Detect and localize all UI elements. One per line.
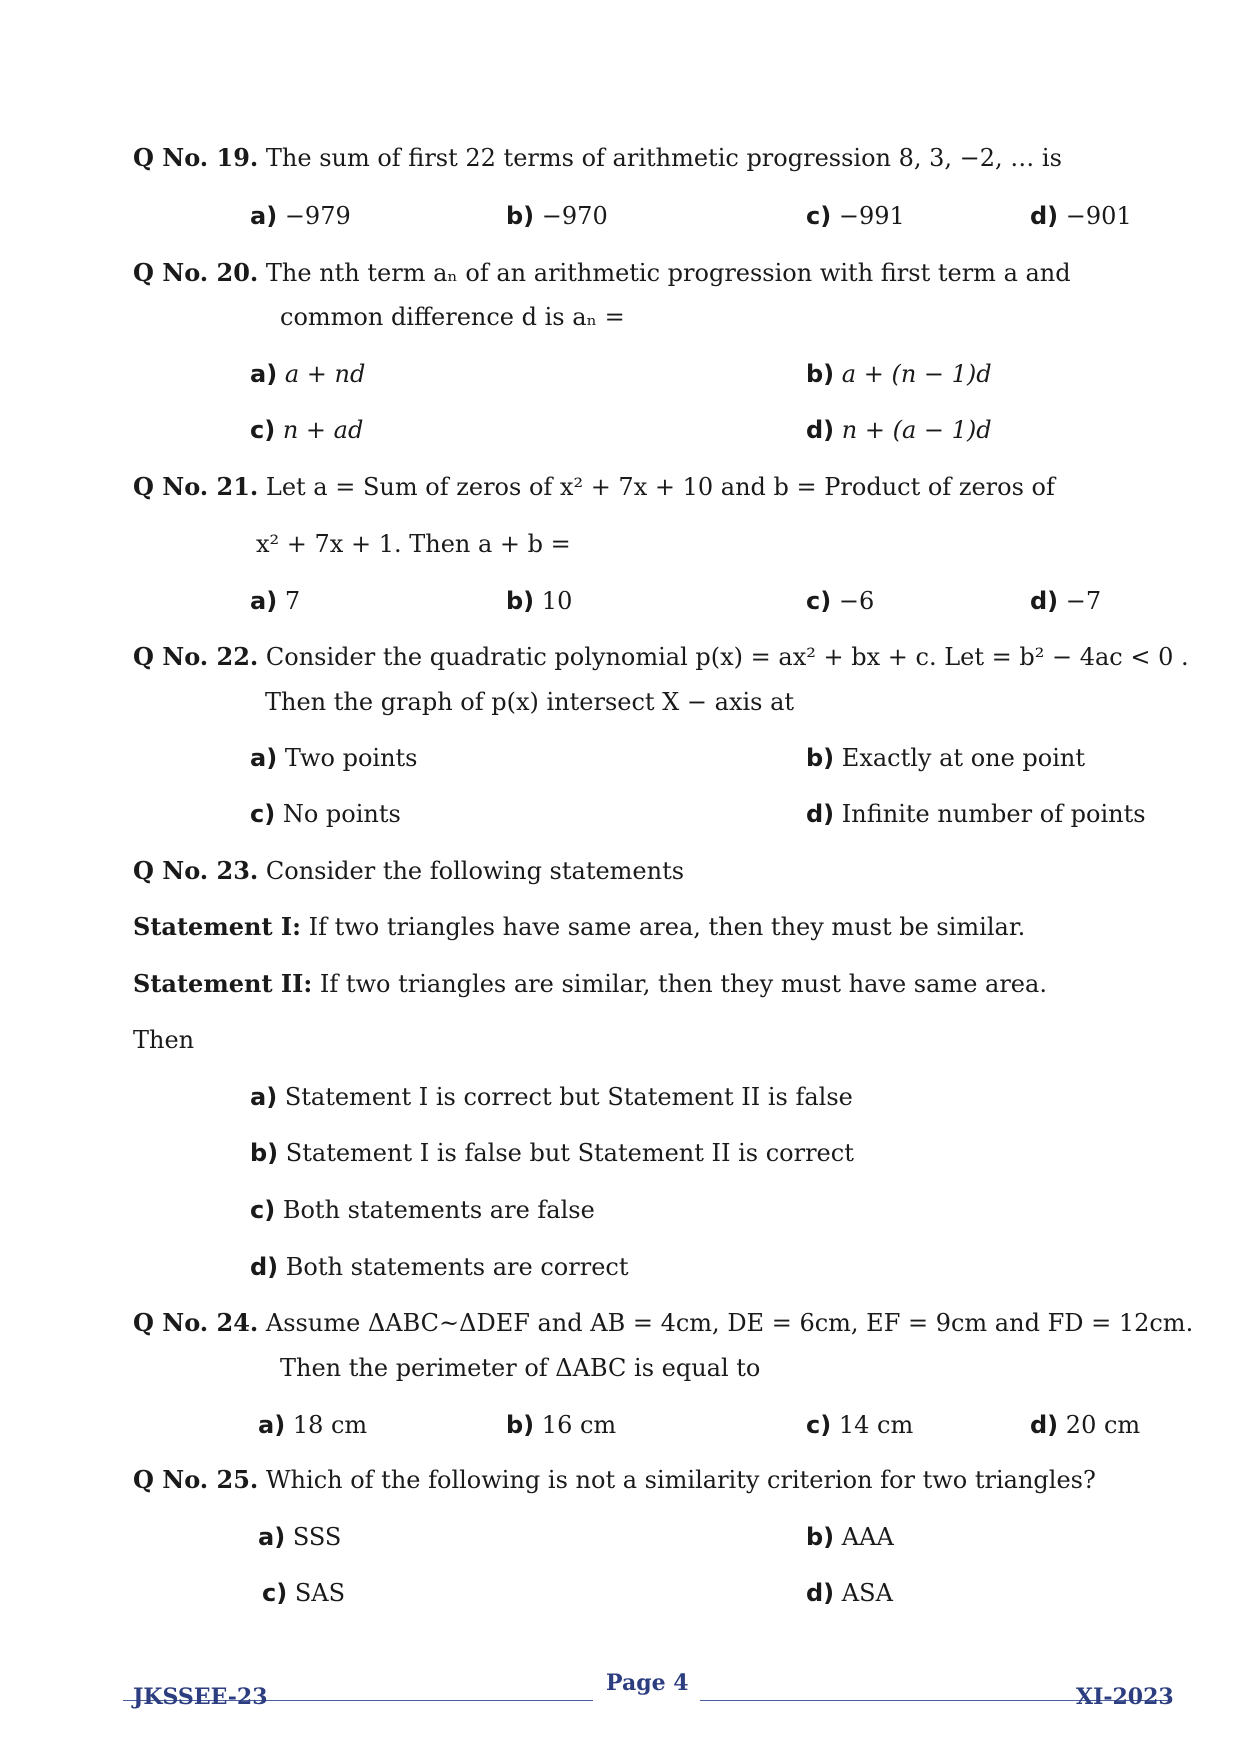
option-d: d) 20 cm xyxy=(1030,1411,1141,1439)
option-b: b) a + (n − 1)d xyxy=(806,360,992,388)
option-b: b) Statement I is false but Statement II is correct xyxy=(250,1139,854,1167)
option-c: c) −991 xyxy=(806,202,905,230)
question-number: Q No. 25. xyxy=(133,1465,259,1494)
question-24 xyxy=(133,1308,1194,1337)
question-22 xyxy=(133,642,1189,671)
option-c: c) Both statements are false xyxy=(250,1196,595,1224)
question-25 xyxy=(133,1465,1096,1494)
statement-1 xyxy=(133,912,1026,941)
option-b: b) 10 xyxy=(506,587,573,615)
question-text: Consider the following statements xyxy=(265,857,685,885)
statement-text: If two triangles have same area, then they must be similar. xyxy=(308,913,1026,941)
question-text: Let a = Sum of zeros of x² + 7x + 10 and b = Product of zeros of xyxy=(265,473,1055,501)
question-20 xyxy=(133,258,1071,287)
option-d: d) n + (a − 1)d xyxy=(806,416,992,444)
footer-class-code: XI-2023 xyxy=(1076,1684,1174,1710)
question-number: Q No. 23. xyxy=(133,856,259,885)
option-a: a) Two points xyxy=(250,744,418,772)
statement-text: If two triangles are similar, then they must have same area. xyxy=(319,970,1047,998)
question-text-continued: x² + 7x + 1. Then a + b = xyxy=(256,530,571,558)
statement-2 xyxy=(133,969,1047,998)
option-c: c) SAS xyxy=(262,1579,346,1607)
then-text: Then xyxy=(133,1026,195,1054)
option-b: b) AAA xyxy=(806,1523,894,1551)
option-c: c) No points xyxy=(250,800,401,828)
option-b: b) 16 cm xyxy=(506,1411,617,1439)
statement-label: Statement II: xyxy=(133,969,313,998)
question-text: Which of the following is not a similarity criterion for two triangles? xyxy=(265,1466,1096,1494)
option-a: a) a + nd xyxy=(250,360,366,388)
question-number: Q No. 20. xyxy=(133,258,259,287)
statement-label: Statement I: xyxy=(133,912,301,941)
page-number: Page 4 xyxy=(606,1670,689,1696)
question-text: Assume ΔABC~ΔDEF and AB = 4cm, DE = 6cm, EF = 9cm and FD = 12cm. xyxy=(265,1309,1194,1337)
option-b: b) Exactly at one point xyxy=(806,744,1086,772)
option-c: c) 14 cm xyxy=(806,1411,914,1439)
question-number: Q No. 19. xyxy=(133,143,259,172)
option-d: d) Both statements are correct xyxy=(250,1253,629,1281)
option-a: a) −979 xyxy=(250,202,351,230)
footer-exam-code: JKSSEE-23 xyxy=(133,1684,268,1710)
question-19 xyxy=(133,143,1062,172)
question-number: Q No. 22. xyxy=(133,642,259,671)
option-a: a) Statement I is correct but Statement II is false xyxy=(250,1083,853,1111)
option-a: a) SSS xyxy=(258,1523,342,1551)
option-b: b) −970 xyxy=(506,202,608,230)
option-d: d) Infinite number of points xyxy=(806,800,1146,828)
question-number: Q No. 21. xyxy=(133,472,259,501)
question-text: Consider the quadratic polynomial p(x) = ax² + bx + c. Let = b² − 4ac < 0 . xyxy=(265,643,1189,671)
question-number: Q No. 24. xyxy=(133,1308,259,1337)
question-text: The nth term aₙ of an arithmetic progression with first term a and xyxy=(265,259,1071,287)
option-a: a) 7 xyxy=(250,587,301,615)
option-d: d) −7 xyxy=(1030,587,1102,615)
question-text-continued: Then the graph of p(x) intersect X − axis at xyxy=(265,688,795,716)
option-c: c) n + ad xyxy=(250,416,364,444)
option-a: a) 18 cm xyxy=(258,1411,368,1439)
question-text-continued: common difference d is aₙ = xyxy=(280,303,625,331)
question-21 xyxy=(133,472,1055,501)
question-23 xyxy=(133,856,685,885)
option-d: d) ASA xyxy=(806,1579,893,1607)
option-d: d) −901 xyxy=(1030,202,1132,230)
question-text: The sum of first 22 terms of arithmetic progression 8, 3, −2, … is xyxy=(265,144,1062,172)
question-text-continued: Then the perimeter of ΔABC is equal to xyxy=(280,1354,761,1382)
option-c: c) −6 xyxy=(806,587,875,615)
